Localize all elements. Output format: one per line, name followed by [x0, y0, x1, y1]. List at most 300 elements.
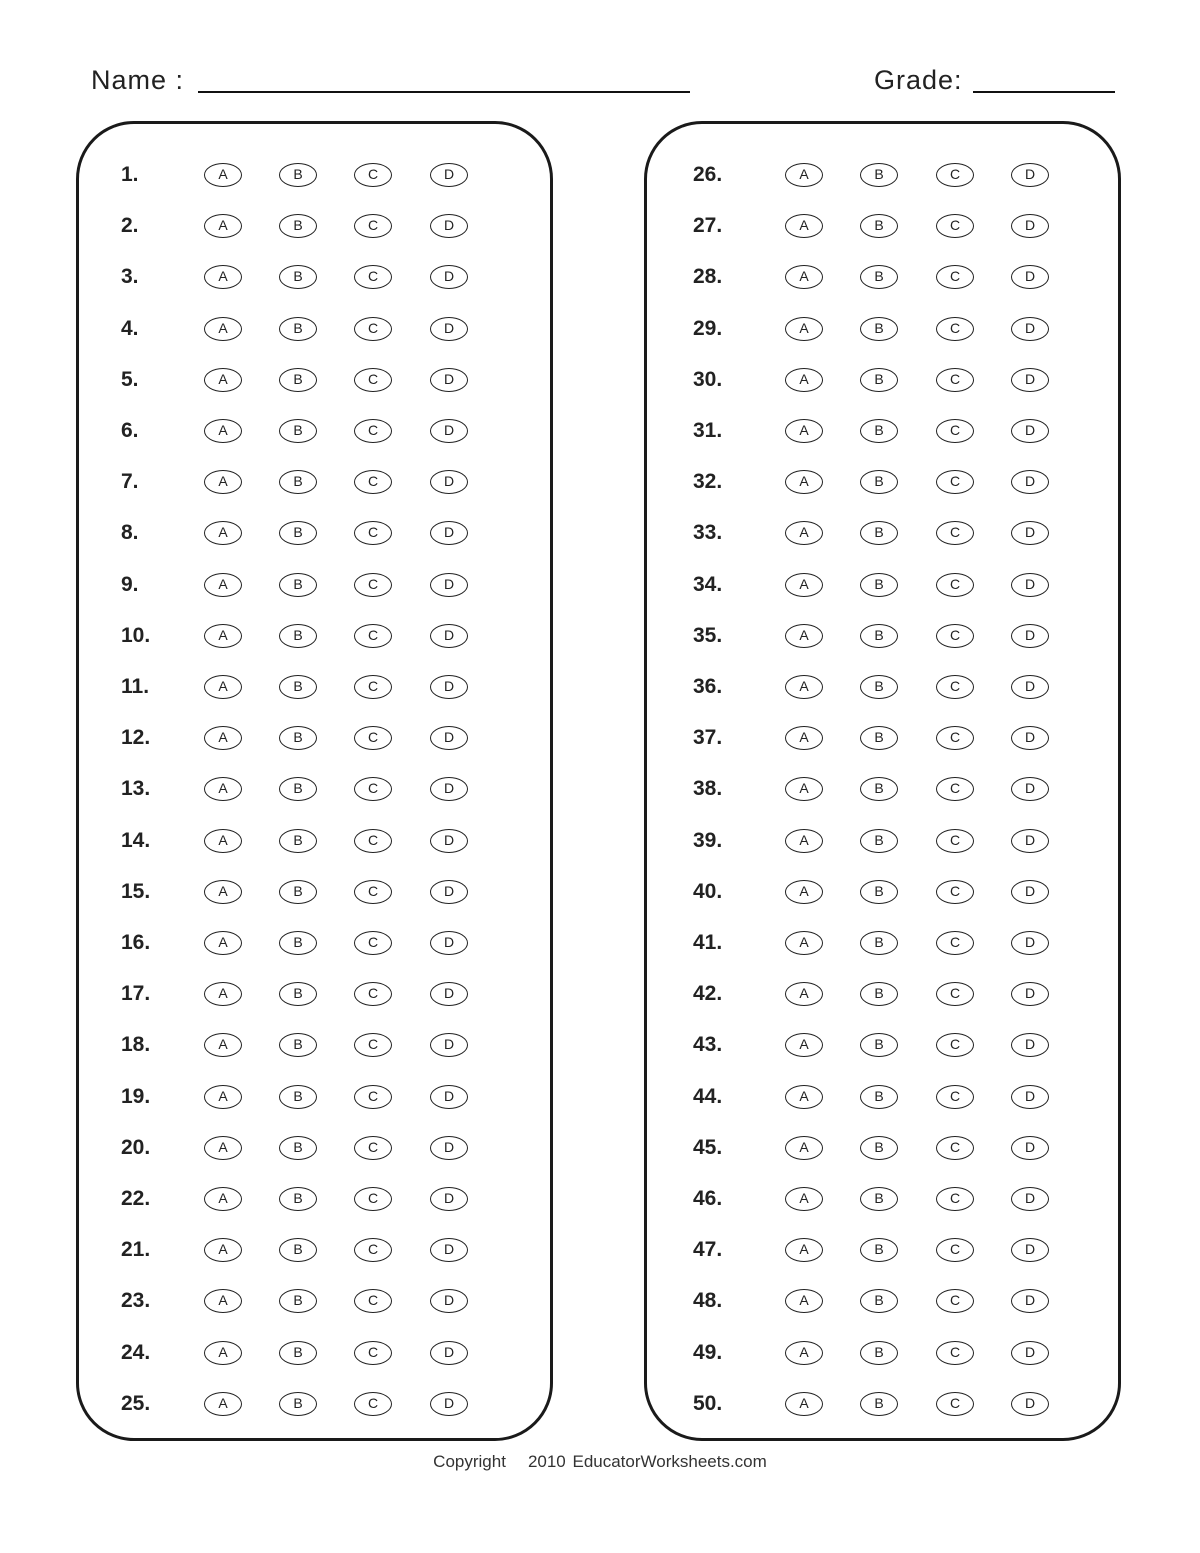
answer-bubble-a[interactable]: A: [204, 777, 242, 801]
question-row: [79, 570, 550, 600]
answer-bubble-d[interactable]: D: [430, 573, 468, 597]
question-row: [79, 774, 550, 804]
copyright-word: Copyright: [433, 1452, 506, 1471]
question-number: 20.: [121, 1135, 151, 1159]
question-number: 27.: [693, 214, 723, 238]
answer-bubble-b[interactable]: B: [279, 1136, 317, 1160]
question-number: 10.: [121, 623, 151, 647]
answer-bubble-a[interactable]: A: [785, 163, 823, 187]
answer-bubble-d[interactable]: D: [1011, 573, 1049, 597]
answer-bubble-b[interactable]: B: [860, 880, 898, 904]
answer-bubble-c[interactable]: C: [936, 1289, 974, 1313]
answer-bubble-b[interactable]: B: [279, 1187, 317, 1211]
answer-bubble-b[interactable]: B: [279, 1238, 317, 1262]
answer-bubble-b[interactable]: B: [279, 214, 317, 238]
answer-bubble-c[interactable]: C: [354, 624, 392, 648]
answer-bubble-b[interactable]: B: [860, 419, 898, 443]
question-number: 9.: [121, 572, 139, 596]
answer-bubble-d[interactable]: D: [430, 829, 468, 853]
answer-bubble-c[interactable]: C: [354, 470, 392, 494]
answer-bubble-b[interactable]: B: [860, 317, 898, 341]
question-number: 5.: [121, 367, 139, 391]
question-number: 18.: [121, 1033, 151, 1057]
answer-bubble-c[interactable]: C: [936, 1033, 974, 1057]
question-row: [79, 621, 550, 651]
answer-bubble-a[interactable]: A: [785, 573, 823, 597]
question-number: 49.: [693, 1340, 723, 1364]
answer-bubble-d[interactable]: D: [1011, 1136, 1049, 1160]
answer-bubble-a[interactable]: A: [785, 675, 823, 699]
answer-bubble-b[interactable]: B: [860, 1392, 898, 1416]
answer-bubble-a[interactable]: A: [204, 880, 242, 904]
answer-bubble-b[interactable]: B: [860, 1136, 898, 1160]
answer-bubble-b[interactable]: B: [860, 214, 898, 238]
answer-bubble-b[interactable]: B: [279, 880, 317, 904]
answer-bubble-d[interactable]: D: [1011, 1187, 1049, 1211]
answer-bubble-c[interactable]: C: [354, 1341, 392, 1365]
answer-bubble-c[interactable]: C: [936, 265, 974, 289]
question-number: 3.: [121, 265, 139, 289]
question-row: [79, 1235, 550, 1265]
answer-bubble-a[interactable]: A: [204, 1136, 242, 1160]
answer-bubble-a[interactable]: A: [204, 1289, 242, 1313]
question-number: 46.: [693, 1187, 723, 1210]
answer-bubble-a[interactable]: A: [204, 675, 242, 699]
question-row: [79, 365, 550, 395]
answer-bubble-c[interactable]: C: [936, 1238, 974, 1262]
question-row: [79, 467, 550, 497]
question-row: [79, 262, 550, 292]
answer-bubble-c[interactable]: C: [354, 521, 392, 545]
question-number: 48.: [693, 1289, 723, 1313]
answer-bubble-b[interactable]: B: [279, 1033, 317, 1057]
answer-bubble-c[interactable]: C: [936, 368, 974, 392]
answer-bubble-d[interactable]: D: [430, 931, 468, 955]
answer-bubble-b[interactable]: B: [279, 163, 317, 187]
answer-bubble-d[interactable]: D: [430, 214, 468, 238]
question-number: 22.: [121, 1187, 151, 1210]
answer-bubble-b[interactable]: B: [860, 470, 898, 494]
answer-bubble-d[interactable]: D: [1011, 675, 1049, 699]
name-field[interactable]: [198, 91, 690, 93]
answer-bubble-a[interactable]: A: [204, 1341, 242, 1365]
answer-bubble-b[interactable]: B: [279, 419, 317, 443]
answer-bubble-c[interactable]: C: [936, 1085, 974, 1109]
answer-bubble-b[interactable]: B: [279, 675, 317, 699]
answer-bubble-d[interactable]: D: [430, 1085, 468, 1109]
answer-bubble-c[interactable]: C: [354, 1085, 392, 1109]
answer-bubble-b[interactable]: B: [860, 1341, 898, 1365]
question-number: 19.: [121, 1084, 151, 1108]
answer-bubble-b[interactable]: B: [860, 777, 898, 801]
answer-bubble-b[interactable]: B: [860, 573, 898, 597]
question-row: [79, 826, 550, 856]
question-row: [647, 160, 1118, 190]
answer-bubble-b[interactable]: B: [279, 317, 317, 341]
answer-bubble-d[interactable]: D: [1011, 265, 1049, 289]
answer-bubble-b[interactable]: B: [860, 1289, 898, 1313]
answer-bubble-d[interactable]: D: [430, 1136, 468, 1160]
answer-bubble-c[interactable]: C: [936, 675, 974, 699]
answer-bubble-a[interactable]: A: [785, 1392, 823, 1416]
question-number: 36.: [693, 675, 723, 698]
answer-bubble-a[interactable]: A: [204, 1238, 242, 1262]
question-row: [79, 928, 550, 958]
question-row: [79, 314, 550, 344]
question-number: 33.: [693, 521, 723, 545]
answer-bubble-b[interactable]: B: [279, 726, 317, 750]
question-number: 17.: [121, 982, 151, 1006]
answer-bubble-a[interactable]: A: [204, 368, 242, 392]
question-number: 26.: [693, 163, 723, 186]
answer-bubble-b[interactable]: B: [860, 163, 898, 187]
answer-bubble-d[interactable]: D: [430, 624, 468, 648]
question-row: [647, 1030, 1118, 1060]
answer-bubble-d[interactable]: D: [1011, 1033, 1049, 1057]
answer-bubble-a[interactable]: A: [204, 214, 242, 238]
question-row: [647, 1389, 1118, 1419]
answer-bubble-d[interactable]: D: [430, 982, 468, 1006]
answer-bubble-d[interactable]: D: [1011, 777, 1049, 801]
question-row: [647, 416, 1118, 446]
question-row: [647, 1286, 1118, 1316]
answer-bubble-d[interactable]: D: [1011, 470, 1049, 494]
answer-bubble-a[interactable]: A: [785, 777, 823, 801]
answer-bubble-b[interactable]: B: [860, 368, 898, 392]
answer-bubble-a[interactable]: A: [204, 982, 242, 1006]
answer-bubble-d[interactable]: D: [1011, 214, 1049, 238]
answer-bubble-b[interactable]: B: [860, 931, 898, 955]
answer-bubble-d[interactable]: D: [430, 317, 468, 341]
answer-bubble-b[interactable]: B: [860, 265, 898, 289]
answer-bubble-c[interactable]: C: [936, 931, 974, 955]
answer-bubble-c[interactable]: C: [936, 726, 974, 750]
answer-bubble-c[interactable]: C: [936, 624, 974, 648]
answer-bubble-d[interactable]: D: [430, 1238, 468, 1262]
question-row: [647, 365, 1118, 395]
question-number: 12.: [121, 726, 151, 750]
answer-bubble-a[interactable]: A: [204, 1085, 242, 1109]
question-row: [79, 160, 550, 190]
answer-bubble-d[interactable]: D: [430, 163, 468, 187]
question-number: 25.: [121, 1391, 151, 1415]
question-row: [79, 1338, 550, 1368]
answer-bubble-d[interactable]: D: [1011, 624, 1049, 648]
answer-bubble-a[interactable]: A: [785, 829, 823, 853]
question-number: 24.: [121, 1340, 151, 1364]
answer-bubble-d[interactable]: D: [1011, 1085, 1049, 1109]
answer-bubble-a[interactable]: A: [204, 1187, 242, 1211]
question-number: 40.: [693, 879, 723, 903]
answer-bubble-c[interactable]: C: [354, 1392, 392, 1416]
answer-bubble-a[interactable]: A: [204, 624, 242, 648]
question-number: 13.: [121, 777, 151, 801]
question-row: [647, 467, 1118, 497]
question-number: 6.: [121, 419, 139, 442]
question-row: [647, 774, 1118, 804]
answer-bubble-a[interactable]: A: [785, 521, 823, 545]
answer-bubble-c[interactable]: C: [354, 675, 392, 699]
question-row: [647, 672, 1118, 702]
answer-bubble-b[interactable]: B: [860, 982, 898, 1006]
question-number: 43.: [693, 1033, 723, 1057]
answer-bubble-c[interactable]: C: [936, 1392, 974, 1416]
question-number: 11.: [121, 675, 150, 698]
answer-bubble-c[interactable]: C: [354, 1033, 392, 1057]
question-number: 47.: [693, 1238, 723, 1262]
answer-bubble-a[interactable]: A: [204, 265, 242, 289]
answer-bubble-b[interactable]: B: [860, 829, 898, 853]
question-row: [647, 314, 1118, 344]
answer-bubble-d[interactable]: D: [1011, 1341, 1049, 1365]
question-row: [647, 621, 1118, 651]
answer-bubble-c[interactable]: C: [354, 317, 392, 341]
answer-bubble-c[interactable]: C: [936, 777, 974, 801]
question-row: [647, 1338, 1118, 1368]
answer-bubble-a[interactable]: A: [204, 470, 242, 494]
answer-bubble-b[interactable]: B: [279, 265, 317, 289]
question-number: 28.: [693, 265, 723, 289]
answer-bubble-a[interactable]: A: [204, 1033, 242, 1057]
answer-bubble-d[interactable]: D: [430, 265, 468, 289]
answer-bubble-c[interactable]: C: [936, 880, 974, 904]
question-row: [647, 570, 1118, 600]
answer-bubble-c[interactable]: C: [936, 982, 974, 1006]
answer-bubble-c[interactable]: C: [354, 931, 392, 955]
answer-bubble-c[interactable]: C: [354, 829, 392, 853]
question-number: 42.: [693, 982, 723, 1006]
grade-label: Grade:: [874, 65, 963, 95]
answer-bubble-a[interactable]: A: [204, 1392, 242, 1416]
question-row: [647, 1082, 1118, 1112]
question-row: [79, 672, 550, 702]
question-number: 4.: [121, 316, 139, 340]
answer-bubble-c[interactable]: C: [354, 573, 392, 597]
answer-bubble-d[interactable]: D: [1011, 931, 1049, 955]
copyright-footer: [0, 1450, 1200, 1474]
answer-bubble-b[interactable]: B: [279, 470, 317, 494]
question-number: 21.: [121, 1238, 151, 1262]
question-number: 44.: [693, 1084, 723, 1108]
answer-bubble-c[interactable]: C: [354, 982, 392, 1006]
answer-bubble-d[interactable]: D: [1011, 163, 1049, 187]
question-number: 34.: [693, 572, 723, 596]
answer-bubble-a[interactable]: A: [785, 880, 823, 904]
answer-bubble-a[interactable]: A: [785, 470, 823, 494]
answer-bubble-c[interactable]: C: [936, 214, 974, 238]
question-number: 8.: [121, 521, 139, 545]
question-row: [647, 1184, 1118, 1214]
question-row: [647, 1133, 1118, 1163]
answer-bubble-b[interactable]: B: [279, 1392, 317, 1416]
answer-bubble-b[interactable]: B: [860, 1085, 898, 1109]
answer-bubble-d[interactable]: D: [1011, 1289, 1049, 1313]
answer-bubble-d[interactable]: D: [1011, 1392, 1049, 1416]
answer-bubble-c[interactable]: C: [936, 521, 974, 545]
answer-bubble-b[interactable]: B: [860, 1238, 898, 1262]
answer-bubble-c[interactable]: C: [936, 1136, 974, 1160]
answer-bubble-a[interactable]: A: [785, 982, 823, 1006]
answer-bubble-a[interactable]: A: [785, 1136, 823, 1160]
answer-bubble-a[interactable]: A: [785, 214, 823, 238]
answer-bubble-c[interactable]: C: [354, 1136, 392, 1160]
answer-bubble-c[interactable]: C: [354, 214, 392, 238]
question-number: 39.: [693, 828, 723, 852]
question-number: 16.: [121, 931, 151, 954]
question-row: [79, 1030, 550, 1060]
question-row: [79, 979, 550, 1009]
question-number: 37.: [693, 726, 723, 750]
answer-bubble-b[interactable]: B: [279, 982, 317, 1006]
answer-bubble-a[interactable]: A: [204, 163, 242, 187]
question-row: [79, 723, 550, 753]
answer-bubble-d[interactable]: D: [430, 1289, 468, 1313]
question-number: 50.: [693, 1391, 723, 1415]
question-row: [647, 211, 1118, 241]
answer-bubble-c[interactable]: C: [936, 1341, 974, 1365]
question-row: [79, 877, 550, 907]
answer-bubble-c[interactable]: C: [354, 163, 392, 187]
answer-bubble-b[interactable]: B: [279, 1085, 317, 1109]
copyright-text: 2010 EducatorWorksheets.com: [527, 1452, 767, 1471]
question-number: 14.: [121, 828, 151, 852]
answer-bubble-b[interactable]: B: [279, 777, 317, 801]
question-number: 15.: [121, 879, 151, 903]
question-row: [79, 1184, 550, 1214]
answer-bubble-a[interactable]: A: [785, 1341, 823, 1365]
answer-bubble-b[interactable]: B: [279, 931, 317, 955]
answer-bubble-a[interactable]: A: [785, 368, 823, 392]
answer-bubble-a[interactable]: A: [785, 419, 823, 443]
answer-bubble-c[interactable]: C: [936, 419, 974, 443]
answer-bubble-d[interactable]: D: [430, 521, 468, 545]
answer-bubble-d[interactable]: D: [1011, 317, 1049, 341]
question-number: 31.: [693, 419, 723, 442]
answer-bubble-b[interactable]: B: [860, 624, 898, 648]
answer-bubble-b[interactable]: B: [279, 368, 317, 392]
question-number: 23.: [121, 1289, 151, 1313]
question-row: [647, 723, 1118, 753]
answer-bubble-c[interactable]: C: [354, 1289, 392, 1313]
answer-bubble-d[interactable]: D: [430, 675, 468, 699]
answer-bubble-c[interactable]: C: [354, 726, 392, 750]
answer-bubble-a[interactable]: A: [785, 931, 823, 955]
answer-bubble-d[interactable]: D: [430, 1187, 468, 1211]
answer-panel-left: [76, 121, 553, 1441]
answer-bubble-c[interactable]: C: [936, 470, 974, 494]
answer-bubble-b[interactable]: B: [860, 1033, 898, 1057]
question-number: 41.: [693, 931, 723, 954]
answer-bubble-b[interactable]: B: [860, 1187, 898, 1211]
answer-bubble-b[interactable]: B: [860, 521, 898, 545]
answer-bubble-c[interactable]: C: [354, 419, 392, 443]
answer-bubble-a[interactable]: A: [785, 1033, 823, 1057]
question-row: [647, 518, 1118, 548]
answer-bubble-d[interactable]: D: [430, 470, 468, 494]
answer-bubble-b[interactable]: B: [279, 573, 317, 597]
answer-bubble-c[interactable]: C: [936, 317, 974, 341]
answer-bubble-b[interactable]: B: [860, 675, 898, 699]
question-row: [647, 1235, 1118, 1265]
answer-bubble-d[interactable]: D: [430, 880, 468, 904]
answer-bubble-a[interactable]: A: [204, 931, 242, 955]
answer-bubble-d[interactable]: D: [430, 368, 468, 392]
answer-bubble-d[interactable]: D: [1011, 1238, 1049, 1262]
question-number: 35.: [693, 623, 723, 647]
answer-bubble-d[interactable]: D: [430, 1341, 468, 1365]
answer-bubble-d[interactable]: D: [1011, 419, 1049, 443]
question-number: 1.: [121, 163, 139, 186]
answer-bubble-b[interactable]: B: [279, 1341, 317, 1365]
question-row: [79, 416, 550, 446]
answer-bubble-d[interactable]: D: [430, 777, 468, 801]
answer-bubble-a[interactable]: A: [204, 521, 242, 545]
answer-bubble-a[interactable]: A: [204, 573, 242, 597]
question-number: 32.: [693, 470, 723, 494]
question-number: 38.: [693, 777, 723, 801]
answer-bubble-c[interactable]: C: [354, 1238, 392, 1262]
answer-bubble-d[interactable]: D: [1011, 982, 1049, 1006]
answer-bubble-c[interactable]: C: [936, 573, 974, 597]
answer-bubble-d[interactable]: D: [430, 726, 468, 750]
answer-panel-right: [644, 121, 1121, 1441]
answer-bubble-c[interactable]: C: [354, 1187, 392, 1211]
answer-bubble-a[interactable]: A: [785, 317, 823, 341]
answer-bubble-d[interactable]: D: [430, 1033, 468, 1057]
answer-bubble-d[interactable]: D: [1011, 829, 1049, 853]
answer-bubble-a[interactable]: A: [785, 1187, 823, 1211]
answer-bubble-b[interactable]: B: [279, 624, 317, 648]
answer-bubble-a[interactable]: A: [785, 265, 823, 289]
answer-bubble-a[interactable]: A: [204, 419, 242, 443]
question-number: 45.: [693, 1135, 723, 1159]
name-label: Name :: [91, 65, 185, 95]
answer-bubble-d[interactable]: D: [1011, 880, 1049, 904]
answer-bubble-c[interactable]: C: [354, 368, 392, 392]
answer-bubble-a[interactable]: A: [785, 726, 823, 750]
answer-bubble-a[interactable]: A: [204, 726, 242, 750]
answer-bubble-b[interactable]: B: [279, 1289, 317, 1313]
answer-bubble-d[interactable]: D: [430, 419, 468, 443]
answer-bubble-b[interactable]: B: [279, 521, 317, 545]
answer-bubble-c[interactable]: C: [354, 265, 392, 289]
answer-bubble-c[interactable]: C: [354, 777, 392, 801]
answer-bubble-a[interactable]: A: [785, 1238, 823, 1262]
answer-bubble-a[interactable]: A: [204, 317, 242, 341]
answer-bubble-b[interactable]: B: [279, 829, 317, 853]
question-row: [647, 928, 1118, 958]
answer-bubble-a[interactable]: A: [785, 1085, 823, 1109]
answer-bubble-c[interactable]: C: [936, 163, 974, 187]
answer-bubble-d[interactable]: D: [1011, 521, 1049, 545]
answer-bubble-b[interactable]: B: [860, 726, 898, 750]
question-row: [79, 211, 550, 241]
answer-bubble-c[interactable]: C: [354, 880, 392, 904]
answer-bubble-c[interactable]: C: [936, 829, 974, 853]
question-number: 30.: [693, 367, 723, 391]
answer-bubble-c[interactable]: C: [936, 1187, 974, 1211]
answer-bubble-a[interactable]: A: [785, 624, 823, 648]
answer-bubble-d[interactable]: D: [1011, 726, 1049, 750]
question-row: [79, 1389, 550, 1419]
answer-bubble-a[interactable]: A: [204, 829, 242, 853]
answer-bubble-a[interactable]: A: [785, 1289, 823, 1313]
grade-field[interactable]: [973, 91, 1115, 93]
question-row: [79, 1286, 550, 1316]
answer-bubble-d[interactable]: D: [430, 1392, 468, 1416]
answer-bubble-d[interactable]: D: [1011, 368, 1049, 392]
question-row: [79, 1133, 550, 1163]
